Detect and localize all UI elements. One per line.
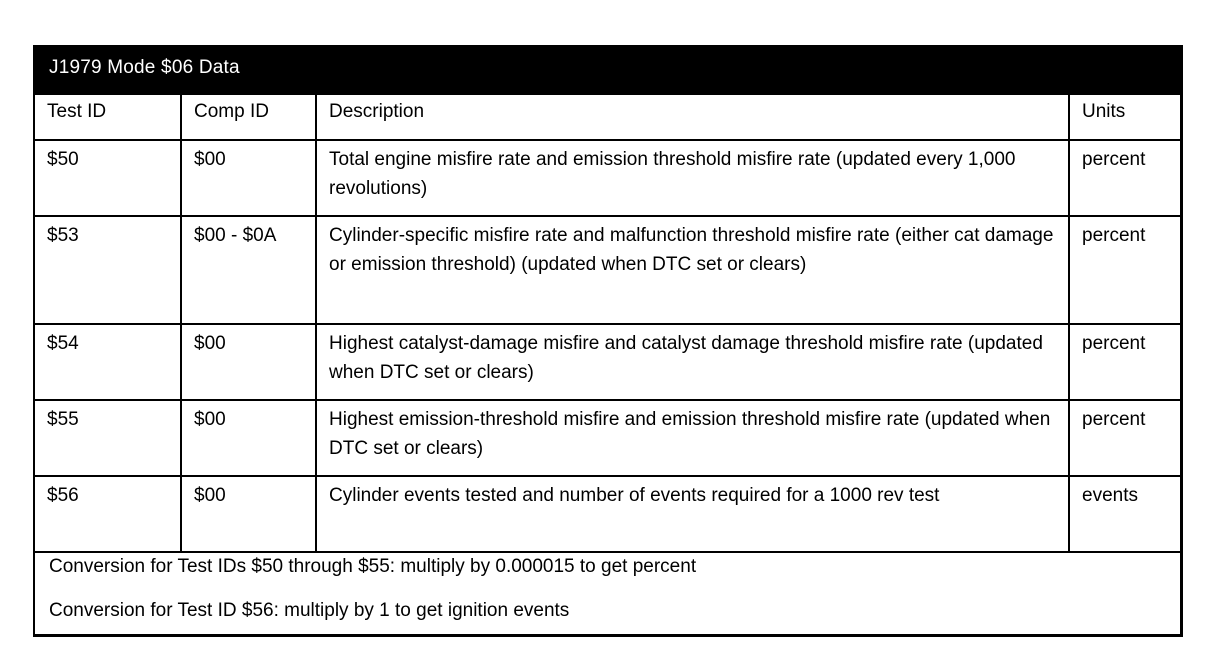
cell-comp-id: $00 bbox=[181, 140, 316, 216]
table-row bbox=[35, 400, 1182, 476]
cell-test-id: $56 bbox=[35, 476, 181, 552]
header-row bbox=[35, 95, 1182, 140]
cell-test-id: $53 bbox=[35, 216, 181, 324]
cell-test-id: $55 bbox=[35, 400, 181, 476]
conversion-notes bbox=[35, 545, 1180, 633]
header-description: Description bbox=[316, 95, 1069, 140]
cell-test-id: $54 bbox=[35, 324, 181, 400]
cell-units: percent bbox=[1069, 324, 1182, 400]
cell-description: Cylinder-specific misfire rate and malfunction threshold misfire rate (either cat damage or emission threshold) (updated when DTC set or clears) bbox=[316, 216, 1069, 324]
header-test-id: Test ID bbox=[35, 95, 181, 140]
data-grid bbox=[35, 95, 1182, 553]
table-title: J1979 Mode $06 Data bbox=[35, 47, 1180, 95]
mode-06-data-table bbox=[33, 45, 1183, 637]
cell-units: percent bbox=[1069, 140, 1182, 216]
cell-comp-id: $00 bbox=[181, 400, 316, 476]
cell-test-id: $50 bbox=[35, 140, 181, 216]
table-row bbox=[35, 140, 1182, 216]
cell-description: Highest catalyst-damage misfire and catalyst damage threshold misfire rate (updated when DTC set or clears) bbox=[316, 324, 1069, 400]
cell-comp-id: $00 bbox=[181, 476, 316, 552]
cell-description: Highest emission-threshold misfire and emission threshold misfire rate (updated when DTC set or clears) bbox=[316, 400, 1069, 476]
table-row bbox=[35, 216, 1182, 324]
cell-comp-id: $00 - $0A bbox=[181, 216, 316, 324]
conversion-note: Conversion for Test ID $56: multiply by 1 to get ignition events bbox=[49, 600, 570, 621]
cell-comp-id: $00 bbox=[181, 324, 316, 400]
header-comp-id: Comp ID bbox=[181, 95, 316, 140]
cell-description: Cylinder events tested and number of events required for a 1000 rev test bbox=[316, 476, 1069, 552]
cell-description: Total engine misfire rate and emission threshold misfire rate (updated every 1,000 revolutions) bbox=[316, 140, 1069, 216]
header-units: Units bbox=[1069, 95, 1182, 140]
table-row bbox=[35, 324, 1182, 400]
cell-units: percent bbox=[1069, 216, 1182, 324]
cell-units: percent bbox=[1069, 400, 1182, 476]
conversion-note: Conversion for Test IDs $50 through $55: multiply by 0.000015 to get percent bbox=[49, 556, 697, 577]
cell-units: events bbox=[1069, 476, 1182, 552]
table-row bbox=[35, 476, 1182, 552]
